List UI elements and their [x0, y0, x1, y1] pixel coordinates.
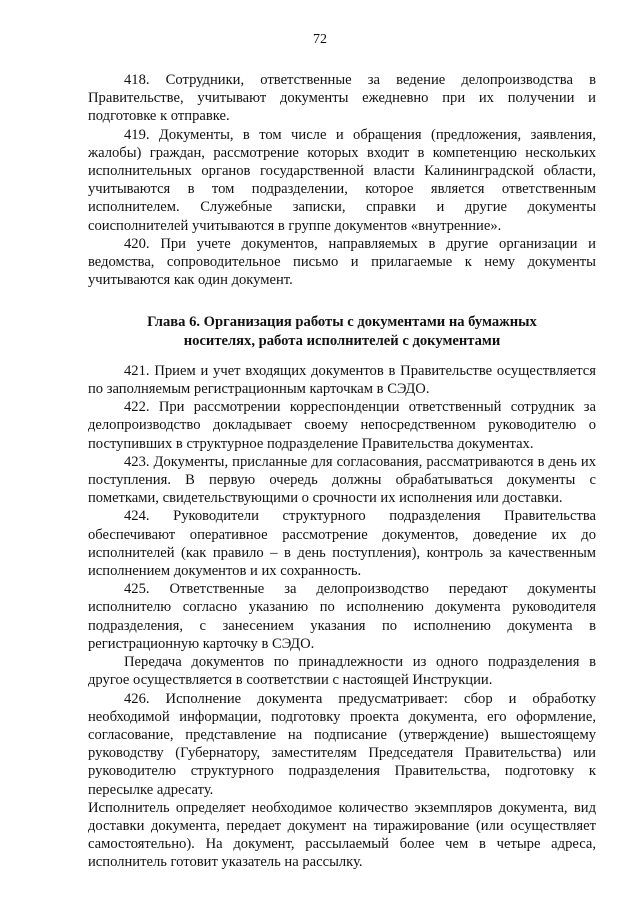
- paragraph-transfer: Передача документов по принадлежности из одного подразделения в другое осуществляется в соответствии с настоящей Инструкции.: [88, 654, 596, 689]
- paragraph-419: 419. Документы, в том числе и обращения (предложения, заявления, жалобы) граждан, рассмотрение которых входит в компетенцию нескольких исполнительных органов государственной власти Калининградской области, учитываются в том подразделении, которое является ответственным исполнителем. Служебные записки, справки и другие документы соисполнителей учитываются в группе документов «внутренние».: [88, 126, 596, 234]
- paragraph-422: 422. При рассмотрении корреспонденции ответственный сотрудник за делопроизводство докладывает своему непосредственном руководителю о поступивших в структурное подразделение Правительства документах.: [88, 399, 596, 452]
- paragraph-424: 424. Руководители структурного подразделения Правительства обеспечивают оперативное рассмотрение документов, доведение их до исполнителей (как правило – в день поступления), контроль за качественным исполнением документов и их сохранность.: [88, 508, 596, 580]
- paragraph-426: 426. Исполнение документа предусматривает: сбор и обработку необходимой информации, подготовку проекта документа, его оформление, согласование, представление на подписание (утверждение) вышестоящему руководству (Губернатору, заместителям Председателя Правительства) или руководителю структурного подразделения Правительства, подготовку к пересылке адресату.: [88, 690, 596, 798]
- paragraph-423: 423. Документы, присланные для согласования, рассматриваются в день их поступления. В первую очередь должны обрабатываться документы с пометками, свидетельствующими о срочности их исполнения или доставки.: [88, 453, 596, 507]
- paragraph-executor: Исполнитель определяет необходимое количество экземпляров документа, вид доставки документа, передает документ на тиражирование (или осуществляет самостоятельно). На документ, рассылаемый более чем в четыре адреса, исполнитель готовит указатель на рассылку.: [88, 799, 596, 871]
- chapter-heading-line-1: Глава 6. Организация работы с документами на бумажных: [147, 314, 537, 331]
- paragraph-421: 421. Прием и учет входящих документов в Правительстве осуществляется по заполняемым регистрационным карточкам в СЭДО.: [88, 362, 596, 398]
- page-number: 72: [313, 32, 327, 47]
- chapter-heading: [88, 313, 596, 349]
- chapter-heading-line-2: носителях, работа исполнителей с документами: [183, 332, 501, 349]
- paragraph-420: 420. При учете документов, направляемых в другие организации и ведомства, сопроводительное письмо и прилагаемые к нему документы учитываются как один документ.: [88, 235, 596, 289]
- paragraph-425: 425. Ответственные за делопроизводство передают документы исполнителю согласно указанию по исполнению документа руководителя подразделения, с занесением указания по исполнению документа в регистрационную карточку в СЭДО.: [88, 581, 596, 652]
- document-body: [88, 71, 596, 872]
- paragraph-418: 418. Сотрудники, ответственные за ведение делопроизводства в Правительстве, учитывают документы ежедневно при их получении и подготовке к отправке.: [88, 72, 596, 125]
